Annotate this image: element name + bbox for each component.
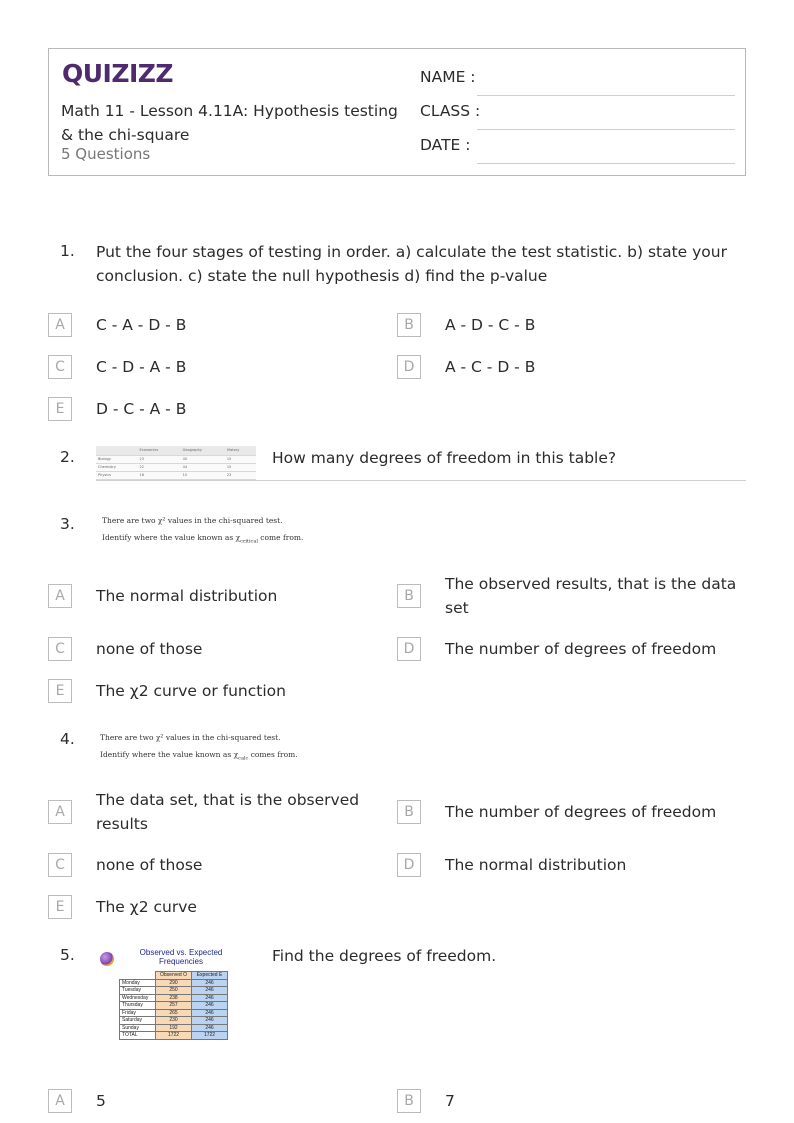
option-text[interactable]: C - D - A - B	[96, 358, 187, 376]
class-label: CLASS :	[420, 102, 481, 120]
table-cell: 246	[192, 979, 228, 987]
option-text[interactable]: C - A - D - B	[96, 316, 187, 334]
option-text[interactable]: The normal distribution	[96, 587, 278, 605]
formula-text: come from.	[257, 533, 304, 542]
option-letter-box[interactable]: A	[48, 584, 72, 608]
question-text: How many degrees of freedom in this table?	[272, 449, 617, 467]
table-cell: 246	[192, 1017, 228, 1025]
table-cell: Physics	[96, 471, 137, 479]
table-cell: 23	[137, 455, 180, 463]
option-text[interactable]: The number of degrees of freedom	[445, 803, 717, 821]
formula-line: There are two χ² values in the chi-squared test.	[102, 516, 283, 525]
question-number: 3.	[60, 515, 75, 533]
table-header-cell: Expected E	[192, 972, 228, 980]
question-number: 5.	[60, 946, 75, 964]
table-cell: Wednesday	[120, 994, 156, 1002]
option-text[interactable]: The χ2 curve or function	[96, 682, 286, 700]
table-header-cell	[96, 446, 137, 455]
question-number: 2.	[60, 448, 75, 466]
option-letter-box[interactable]: A	[48, 800, 72, 824]
worksheet-header	[48, 48, 746, 176]
date-line	[477, 163, 735, 164]
date-label: DATE :	[420, 136, 471, 154]
formula-line	[102, 529, 303, 551]
option-text[interactable]: 5	[96, 1092, 106, 1110]
option-letter-box[interactable]: B	[397, 584, 421, 608]
option-letter-box[interactable]: C	[48, 853, 72, 877]
table-cell: 250	[156, 987, 192, 995]
table-cell: 246	[192, 994, 228, 1002]
option-text[interactable]: The data set, that is the observed results	[96, 791, 360, 833]
option-letter-box[interactable]: C	[48, 355, 72, 379]
table-cell: 238	[156, 994, 192, 1002]
table-header-cell: History	[225, 446, 256, 455]
frequency-table	[119, 971, 228, 1040]
table-cell: 22	[137, 463, 180, 471]
table-cell: 10	[181, 471, 225, 479]
formula-line	[100, 746, 298, 768]
option-text[interactable]: The χ2 curve	[96, 898, 197, 916]
table-cell: 246	[192, 987, 228, 995]
table-cell: 246	[192, 1009, 228, 1017]
formula-subscript: critical	[240, 538, 258, 545]
option-letter-box[interactable]: B	[397, 800, 421, 824]
formula-text: Identify where the value known as χ	[100, 750, 239, 759]
formula-text: Identify where the value known as χ	[102, 533, 241, 542]
quizizz-logo: QUIZIZZ	[62, 59, 174, 88]
table-cell: Tuesday	[120, 987, 156, 995]
table-cell: 44	[181, 463, 225, 471]
frequency-table-image	[98, 946, 256, 1064]
table-header-cell: Observed O	[156, 972, 192, 980]
name-line	[477, 95, 735, 96]
option-letter-box[interactable]: D	[397, 355, 421, 379]
table-cell: 230	[156, 1017, 192, 1025]
table-cell: 290	[156, 979, 192, 987]
option-text[interactable]: none of those	[96, 856, 203, 874]
image-footer-line	[100, 1058, 254, 1061]
option-text[interactable]: 7	[445, 1092, 455, 1110]
option-text[interactable]: none of those	[96, 640, 203, 658]
contingency-table-image	[96, 446, 256, 480]
table-cell: 257	[156, 1002, 192, 1010]
option-letter-box[interactable]: D	[397, 637, 421, 661]
table-cell: 192	[156, 1024, 192, 1032]
question-number: 1.	[60, 242, 75, 260]
option-letter-box[interactable]: B	[397, 313, 421, 337]
table-header-cell: Geography	[181, 446, 225, 455]
table-cell: Biology	[96, 455, 137, 463]
option-text[interactable]: The observed results, that is the data set	[445, 575, 737, 617]
option-text[interactable]: A - C - D - B	[445, 358, 536, 376]
option-letter-box[interactable]: A	[48, 313, 72, 337]
option-letter-box[interactable]: B	[397, 1089, 421, 1113]
class-line	[477, 129, 735, 130]
option-letter-box[interactable]: E	[48, 397, 72, 421]
class-field[interactable]	[420, 102, 735, 126]
table-cell: 246	[192, 1024, 228, 1032]
option-letter-box[interactable]: E	[48, 679, 72, 703]
worksheet-title: Math 11 - Lesson 4.11A: Hypothesis testing & the chi-square	[61, 102, 398, 144]
question-text: Find the degrees of freedom.	[272, 947, 497, 965]
option-text[interactable]: The normal distribution	[445, 856, 627, 874]
table-cell: 1722	[156, 1032, 192, 1040]
question-text: Put the four stages of testing in order. a) calculate the test statistic. b) state your conclusion. c) state the null hypothesis d) find the p-value	[96, 243, 727, 285]
table-cell: Sunday	[120, 1024, 156, 1032]
table-cell: 265	[156, 1009, 192, 1017]
option-text[interactable]: D - C - A - B	[96, 400, 187, 418]
name-field[interactable]	[420, 68, 735, 92]
table-cell: 16	[137, 471, 180, 479]
table-cell: 1722	[192, 1032, 228, 1040]
table-cell: Saturday	[120, 1017, 156, 1025]
formula-image	[100, 729, 298, 768]
table-header-cell: Economics	[137, 446, 180, 455]
formula-image	[102, 512, 303, 551]
table-cell: 40	[181, 455, 225, 463]
formula-text: comes from.	[248, 750, 298, 759]
question-count: 5 Questions	[61, 145, 151, 163]
table-cell: Friday	[120, 1009, 156, 1017]
option-letter-box[interactable]: A	[48, 1089, 72, 1113]
option-letter-box[interactable]: C	[48, 637, 72, 661]
table-cell: 246	[192, 1002, 228, 1010]
decorative-sphere-icon	[100, 952, 114, 966]
table-cell: 23	[225, 471, 256, 479]
option-letter-box[interactable]: E	[48, 895, 72, 919]
formula-line: There are two χ² values in the chi-squared test.	[100, 733, 281, 742]
name-label: NAME :	[420, 68, 476, 86]
formula-subscript: calc	[238, 755, 249, 762]
table-cell: 15	[225, 463, 256, 471]
table-cell: TOTAL	[120, 1032, 156, 1040]
date-field[interactable]	[420, 136, 735, 160]
question-number: 4.	[60, 730, 75, 748]
option-text[interactable]: The number of degrees of freedom	[445, 640, 717, 658]
table-header-cell	[120, 972, 156, 980]
table-cell: Monday	[120, 979, 156, 987]
question-divider	[96, 480, 746, 481]
table-cell: Chemistry	[96, 463, 137, 471]
option-text[interactable]: A - D - C - B	[445, 316, 536, 334]
image-title: Observed vs. Expected Frequencies	[139, 948, 223, 966]
option-letter-box[interactable]: D	[397, 853, 421, 877]
table-cell: 15	[225, 455, 256, 463]
table-cell: Thursday	[120, 1002, 156, 1010]
